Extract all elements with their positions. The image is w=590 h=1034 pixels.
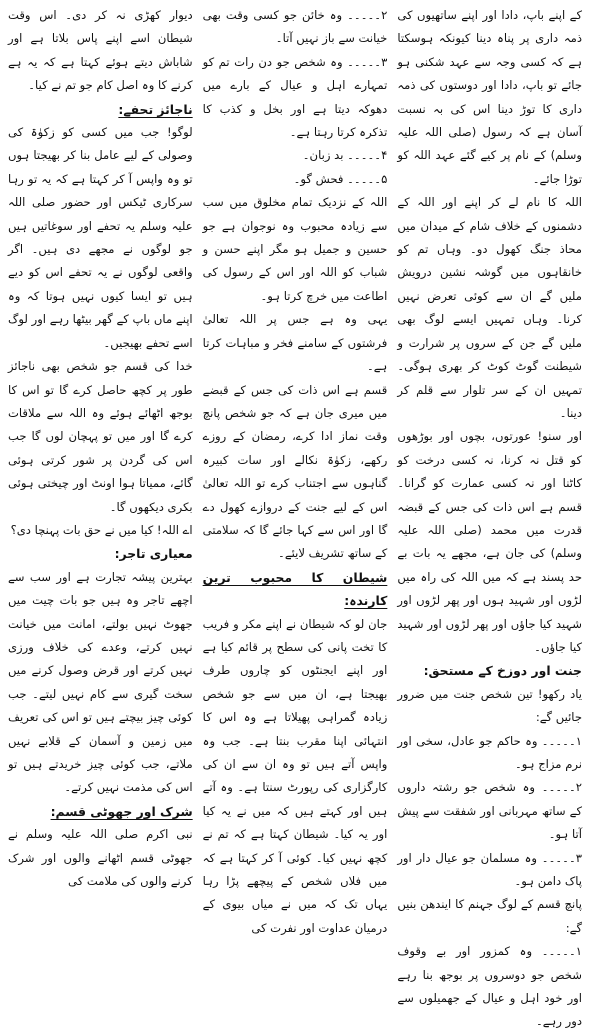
paragraph: کے اپنے باپ، دادا اور اپنے ساتھیوں کی ذمہ داری پر پناہ دینا کیونکہ ہوسکتا ہے کہ کسی وجہ سے عہد شکنی ہو جائے تو باپ، دادا اور دوستوں کی ذمہ داری کا توڑ دینا اس کی بہ نسبت آسان ہے کہ رسول (صلی اللہ علیہ وسلم) کے نام پر کیے گئے عہد اللہ کو توڑا جائے۔: [397, 8, 582, 186]
list-item: ۳۔۔۔۔۔ وہ شخص جو دن رات تم کو تمہارے اہل و عیال کے بارے میں دھوکہ دیتا ہے اور بخل و کذب کا تذکرہ کرتا رہتا ہے۔: [202, 54, 388, 140]
column-left: [7, 4, 193, 889]
paragraph: جان لو کہ شیطان نے اپنے مکر و فریب کا تخت پانی کی سطح پر قائم کیا ہے اور اپنے ایجنٹوں کو چاروں طرف بھیجتا ہے، ان میں سے جو شخص زیادہ گمراہی پھیلاتا ہے وہ اس کا انتہائی اپنا مقرب بنتا ہے۔ جب وہ واپس آتے ہیں تو وہ ان سے ان کی کارگزاری کی رپورٹ سنتا ہے۔ وہ آتے ہیں اور کہتے ہیں کہ میں نے یہ کیا اور یہ کیا۔ شیطان کہتا ہے کہ تم نے کچھ نہیں کیا۔ کوئی آ کر کہتا ہے کہ میں فلاں شخص کے پیچھے پڑا رہا یہاں تک کہ میں نے میاں بیوی کے درمیان عداوت اور نفرت کی: [202, 616, 388, 935]
paragraph: اور سنو! عورتوں، بچوں اور بوڑھوں کو قتل نہ کرنا، نہ کسی درخت کو کاٹنا اور نہ کسی عمارت کو گرانا۔ قسم ہے اس ذات کی جس کے قبضہ قدرت میں محمد (صلی اللہ علیہ وسلم) کی جان ہے، مجھے یہ بات بے حد پسند ہے کہ میں اللہ کی راہ میں لڑوں اور شہید ہوں اور پھر لڑوں اور شہید کیا جاؤں اور پھر لڑوں اور شہید کیا جاؤں۔: [397, 429, 582, 654]
text-columns: [7, 4, 582, 1029]
paragraph: قسم ہے اس ذات کی جس کے قبضے میں میری جان ہے کہ جو شخص پانچ وقت نماز ادا کرے، رمضان کے روزے رکھے، زکوٰۃ نکالے اور سات کبیرہ گناہوں سے اجتناب کرے تو اللہ تعالیٰ اس کے لیے جنت کے دروازے کھول دے گا اور اس سے کہا جائے گا کہ سلامتی کے ساتھ تشریف لایئے۔: [202, 382, 388, 561]
section-heading: شرک اور جھوٹی قسم:: [50, 803, 193, 819]
list-item: ۵۔۔۔۔۔ فحش گو۔: [293, 171, 388, 186]
paragraph: اے اللہ! کیا میں نے حق بات پہنچا دی؟: [10, 522, 193, 537]
section-heading: جنت اور دوزخ کے مستحق:: [423, 663, 582, 679]
paragraph: یہی وہ ہے جس پر اللہ تعالیٰ فرشتوں کے سامنے فخر و مباہات کرتا ہے۔: [202, 312, 388, 374]
list-item: ۱۔۔۔۔۔ وہ کمزور اور بے وقوف شخص جو دوسروں پر بوجھ بنا رہے اور خود اہل و عیال کے جھمیلوں سے دور رہے۔: [397, 944, 582, 1029]
column-left-text: [8, 4, 193, 893]
section-heading: معیاری تاجر:: [114, 546, 193, 562]
column-middle-text: [203, 4, 388, 940]
list-item: ۴۔۔۔۔۔ بد زبان۔: [302, 148, 388, 163]
paragraph: پانچ قسم کے لوگ جہنم کا ایندھن بنیں گے:: [397, 897, 582, 935]
paragraph: لوگو! جب میں کسی کو زکوٰۃ کی وصولی کے لیے عامل بنا کر بھیجتا ہوں تو وہ واپس آ کر کہتا ہے کہ یہ تو رہا سرکاری ٹیکس اور حضور صلی اللہ علیہ وسلم یہ تحفے اور سوغاتیں ہیں جو لوگوں نے مجھے دی ہیں۔ اگر واقعی لوگوں نے یہ تحفے اس کو دیے ہیں تو ایسا کیوں نہیں ہوتا کہ وہ اپنے ماں باپ کے گھر بیٹھا رہے اور لوگ اسے تحفے بھیجیں۔: [7, 125, 193, 350]
paragraph: بہترین پیشہ تجارت ہے اور سب سے اچھے تاجر وہ ہیں جو بات چیت میں جھوٹ نہیں بولتے، امانت میں خیانت نہیں کرتے، وعدے کی خلاف ورزی نہیں کرتے اور قرض وصول کرنے میں سخت گیری سے کام نہیں لیتے۔ جب کوئی چیز بیچتے ہیں تو اس کی تعریف میں زمین و آسمان کے قلابے نہیں ملاتے، جب کوئی چیز خریدتے ہیں تو اس کی مذمت نہیں کرتے۔: [7, 569, 193, 795]
section-heading: ناجائز تحفے:: [118, 101, 193, 117]
column-middle: [202, 4, 388, 935]
column-right-text: [397, 4, 582, 1034]
list-item: ۲۔۔۔۔۔ وہ شخص جو رشتہ داروں کے ساتھ مہربانی اور شفقت سے پیش آتا ہو۔: [397, 780, 582, 842]
paragraph: خدا کی قسم جو شخص بھی ناجائز طور پر کچھ حاصل کرے گا تو اس کا بوجھ اٹھائے ہوئے وہ اللہ سے ملاقات کرے گا اور میں تو پہچان لوں گا جب اس کی گردن پر شور کرتی ہوئی گائے، ممیاتا ہوا اونٹ اور چیختی ہوئی بکری دیکھوں گا۔: [7, 359, 193, 514]
paragraph: اللہ کے نزدیک تمام مخلوق میں سب سے زیادہ محبوب وہ نوجوان ہے جو حسین و جمیل ہو مگر اپنے حسن و شباب کو اللہ اور اس کے رسول کی اطاعت میں خرچ کرتا ہو۔: [202, 195, 388, 303]
paragraph: اللہ کا نام لے کر اپنے اور اللہ کے دشمنوں کے خلاف شام کے میدان میں محاذ جنگ کھول دو۔ وہاں تم کو خانقاہوں میں گوشہ نشین درویش ملیں گے ان سے کوئی تعرض نہیں کرنا۔ وہاں تمہیں ایسے لوگ بھی ملیں گے جن کے سروں پر شرارت و شیطنت گوٹ کوٹ کر بھری ہوگی۔ تمہیں ان کے سر تلوار سے قلم کر دینا۔: [397, 195, 582, 420]
list-item: ۳۔۔۔۔۔ وہ مسلمان جو عیال دار اور پاک دامن ہو۔: [397, 850, 582, 889]
paragraph: نبی اکرم صلی اللہ علیہ وسلم نے جھوٹی قسم اٹھانے والوں اور شرک کرنے والوں کی ملامت کی: [7, 827, 193, 889]
column-right: [397, 4, 582, 1029]
section-heading: شیطان کا محبوب ترین کارندہ:: [202, 569, 388, 609]
list-item: ۲۔۔۔۔۔ وہ خائن جو کسی وقت بھی خیانت سے باز نہیں آتا۔: [202, 8, 388, 46]
paragraph: یاد رکھو! تین شخص جنت میں ضرور جائیں گے:: [397, 686, 582, 725]
paragraph: دیوار کھڑی نہ کر دی۔ اس وقت شیطان اسے اپنے پاس بلاتا ہے اور شاباش دیتے ہوئے کہتا ہے کہ یہ ہے کرنے کا وہ اصل کام جو تم نے کیا۔: [7, 8, 193, 93]
list-item: ۱۔۔۔۔۔ وہ حاکم جو عادل، سخی اور نرم مزاج ہو۔: [397, 733, 582, 771]
